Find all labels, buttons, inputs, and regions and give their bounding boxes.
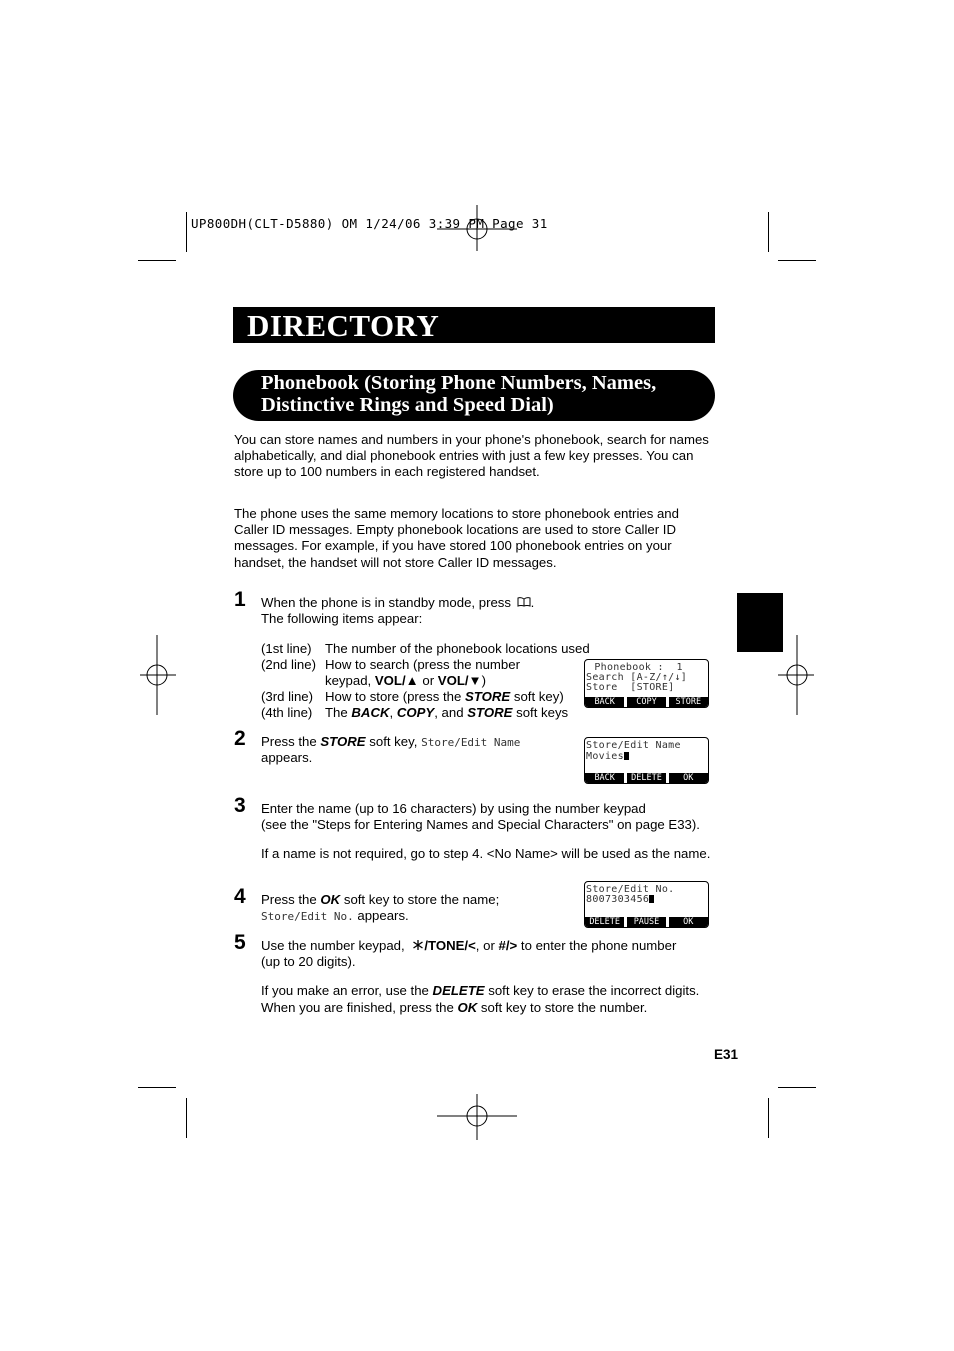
crop-mark (138, 260, 176, 261)
item-label: (3rd line) (261, 689, 314, 704)
star-key-icon (412, 939, 424, 951)
softkey-delete: DELETE (585, 917, 624, 927)
item-label: (2nd line) (261, 657, 316, 672)
section-heading-line2: Distinctive Rings and Speed Dial) (261, 394, 554, 416)
crop-mark (778, 260, 816, 261)
section-heading-line1: Phonebook (Storing Phone Numbers, Names, (261, 372, 657, 394)
intro-paragraph-2: The phone uses the same memory locations to store phonebook entries and Caller ID messages. Empty phonebook locations are used to store Caller ID messages. For example, if you have stored 100 phonebook entries on your handset, the handset will not store Caller ID messages. (234, 506, 679, 570)
step-number: 5 (234, 931, 246, 954)
item-text: How to search (press the number (325, 657, 520, 672)
step-2-subtext: appears. (261, 750, 313, 765)
step-5-subtext: (up to 20 digits). (261, 954, 356, 969)
section-heading (233, 370, 715, 421)
lcd-row: Store/Edit No. (586, 884, 675, 895)
step-5-note: When you are finished, press the OK soft key to store the number. (261, 1000, 648, 1015)
step-2-text: Press the STORE soft key, Store/Edit Name (261, 734, 521, 749)
softkey-ok: OK (669, 917, 708, 927)
lcd-display-store-name (584, 737, 709, 784)
lcd-row: Phonebook : 1 (588, 662, 683, 673)
softkey-back: BACK (585, 773, 624, 783)
intro-paragraph-1: You can store names and numbers in your phone's phonebook, search for names alphabetically, and dial phonebook entries with just a few key presses. You can store up to 100 numbers in each registered handset. (234, 432, 709, 480)
softkey-store: STORE (669, 697, 708, 707)
item-text: The number of the phonebook locations used (325, 641, 590, 656)
item-text: The BACK, COPY, and STORE soft keys (325, 705, 569, 720)
step-3-text: (see the "Steps for Entering Names and Special Characters" on page E33). (261, 817, 700, 832)
cursor (649, 895, 654, 903)
phonebook-icon (517, 597, 531, 607)
registration-mark-right (778, 635, 814, 715)
step-1-text: When the phone is in standby mode, press . (261, 595, 535, 610)
softkey-copy: COPY (627, 697, 666, 707)
page-title: DIRECTORY (247, 308, 440, 343)
step-1-subtext: The following items appear: (261, 611, 423, 626)
registration-mark-left (140, 635, 176, 715)
lcd-reference: Store/Edit No. (261, 910, 354, 923)
softkey-delete: DELETE (627, 773, 666, 783)
lcd-row: Movies (586, 752, 709, 762)
crop-mark (768, 212, 769, 252)
lcd-row: Store [STORE] (586, 682, 675, 693)
step-number: 1 (234, 588, 246, 611)
step-5-note: If you make an error, use the DELETE soft key to erase the incorrect digits. (261, 983, 700, 998)
step-5-text: Use the number keypad, /TONE/<, or #/> to enter the phone number (261, 938, 677, 953)
step-number: 3 (234, 794, 246, 817)
lcd-row: Store/Edit Name (586, 740, 681, 751)
tone-key: /TONE/< (424, 938, 476, 953)
cursor (624, 752, 629, 760)
print-header: UP800DH(CLT-D5880) OM 1/24/06 3:39 PM Page 31 (191, 216, 548, 231)
lcd-row: Search [A-Z/↑/↓] (586, 672, 688, 683)
crop-mark (138, 1087, 176, 1088)
title-bar (233, 307, 715, 343)
step-4-text: Press the OK soft key to store the name; (261, 892, 500, 907)
step-3-note: If a name is not required, go to step 4. <No Name> will be used as the name. (261, 846, 711, 861)
step-3-text: Enter the name (up to 16 characters) by using the number keypad (261, 801, 646, 816)
vol-up-key: VOL/▲ (374, 673, 419, 688)
vol-down-key: VOL/▼ (437, 673, 482, 688)
softkey-back: BACK (585, 697, 624, 707)
crop-mark (768, 1098, 769, 1138)
crop-mark (778, 1087, 816, 1088)
item-label: (1st line) (261, 641, 312, 656)
softkey-ok: OK (669, 773, 708, 783)
crop-mark (186, 212, 187, 252)
registration-mark-bottom (437, 1094, 517, 1140)
step-4-subtext: Store/Edit No. appears. (261, 908, 409, 923)
softkey-pause: PAUSE (627, 917, 666, 927)
crop-mark (186, 1098, 187, 1138)
item-text: How to store (press the STORE soft key) (325, 689, 564, 704)
lcd-display-store-number (584, 881, 709, 928)
step-number: 4 (234, 885, 246, 908)
section-tab (737, 593, 783, 652)
lcd-softkeys (585, 917, 708, 927)
hash-key: #/> (498, 938, 518, 953)
item-label: (4th line) (261, 705, 313, 720)
page-number: E31 (714, 1047, 739, 1062)
lcd-softkeys (585, 697, 708, 707)
lcd-softkeys (585, 773, 708, 783)
lcd-display-phonebook (584, 659, 709, 708)
lcd-row: 8007303456 (586, 895, 709, 905)
lcd-reference: Store/Edit Name (421, 736, 521, 749)
step-number: 2 (234, 727, 246, 750)
item-text-continued: keypad, VOL/▲ or VOL/▼) (325, 673, 487, 688)
